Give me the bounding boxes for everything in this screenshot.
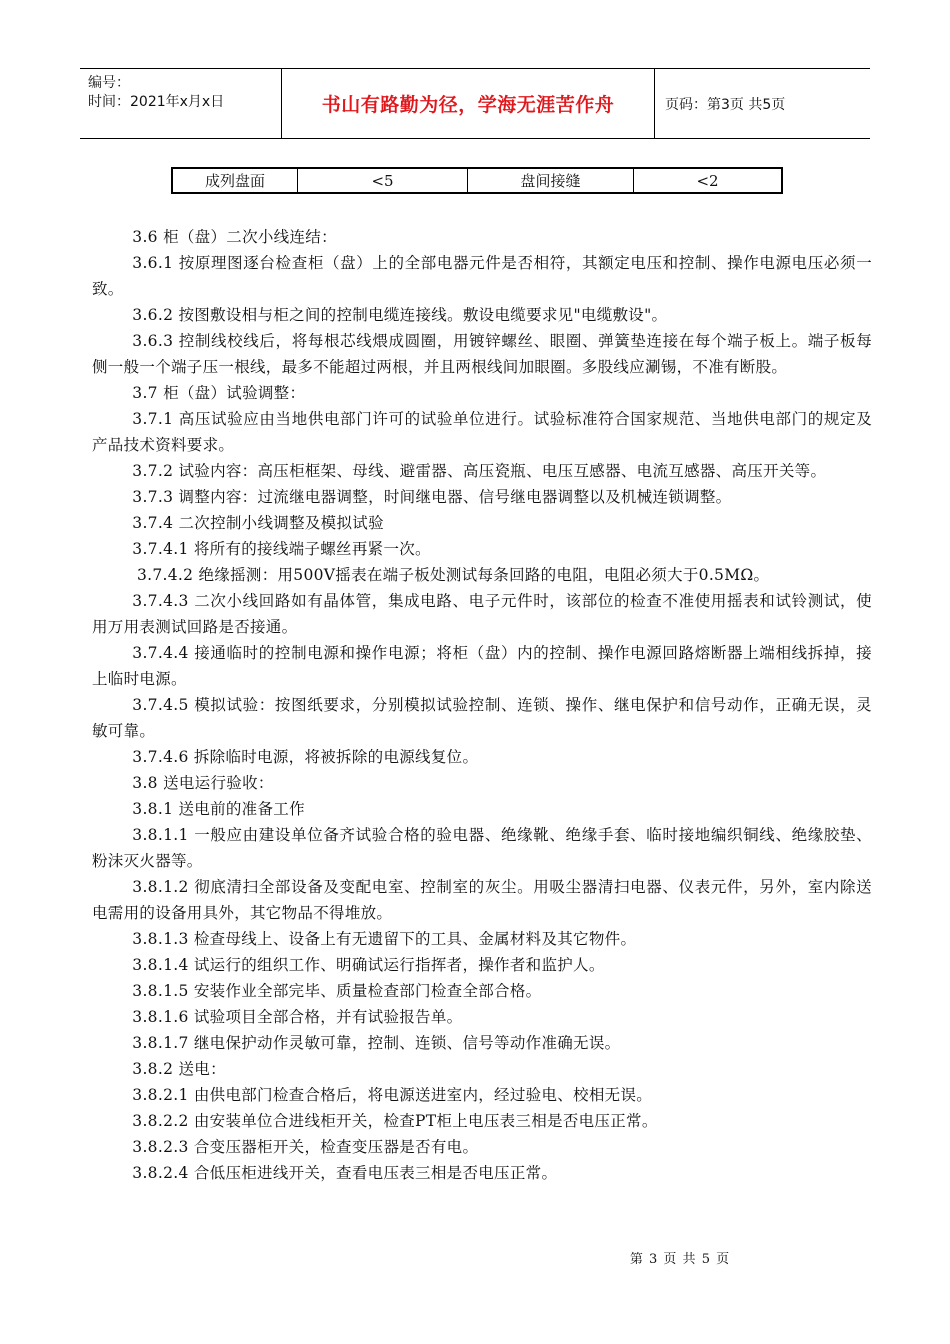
paragraph: 3.8.1 送电前的准备工作	[132, 800, 305, 818]
paragraph: 3.8.1.1 一般应由建设单位备齐试验合格的验电器、绝缘靴、绝缘手套、临时接地编织铜线、绝缘胶垫、粉沫灭火器等。	[92, 826, 872, 870]
paragraph: 3.6.2 按图敷设相与柜之间的控制电缆连接线。敷设电缆要求见"电缆敷设"。	[132, 306, 668, 324]
paragraph: 3.8.2 送电：	[132, 1060, 226, 1078]
paragraph: 3.8.2.1 由供电部门检查合格后，将电源送进室内，经过验电、校相无误。	[132, 1086, 653, 1104]
paragraph: 3.7.4.1 将所有的接线端子螺丝再紧一次。	[132, 540, 431, 558]
header-number: 编号：	[88, 75, 130, 91]
document-body	[92, 224, 872, 1186]
paragraph: 3.8.1.2 彻底清扫全部设备及变配电室、控制室的灰尘。用吸尘器清扫电器、仪表元件，另外，室内除送电需用的设备用具外，其它物品不得堆放。	[92, 878, 872, 922]
paragraph: 3.8.1.7 继电保护动作灵敏可靠，控制、连锁、信号等动作准确无误。	[132, 1034, 621, 1052]
header-meta	[80, 69, 282, 138]
paragraph: 3.8.2.3 合变压器柜开关，检查变压器是否有电。	[132, 1138, 479, 1156]
paragraph: 3.6.3 控制线校线后，将每根芯线煨成圆圈，用镀锌螺丝、眼圈、弹簧垫连接在每个端子板上。端子板每侧一般一个端子压一根线，最多不能超过两根，并且两根线间加眼圈。多股线应涮锡，不准有断股。	[92, 332, 872, 376]
paragraph: 3.7.3 调整内容：过流继电器调整，时间继电器、信号继电器调整以及机械连锁调整。	[132, 488, 732, 506]
paragraph: 3.7.4.5 模拟试验：按图纸要求，分别模拟试验控制、连锁、操作、继电保护和信号动作，正确无误，灵敏可靠。	[92, 696, 872, 740]
table-cell: <5	[298, 169, 468, 192]
table-cell: 盘间接缝	[468, 169, 634, 192]
paragraph: 3.7.1 高压试验应由当地供电部门许可的试验单位进行。试验标准符合国家规范、当地供电部门的规定及产品技术资料要求。	[92, 410, 872, 454]
paragraph: 3.8.2.4 合低压柜进线开关，查看电压表三相是否电压正常。	[132, 1164, 558, 1182]
page-header	[80, 68, 870, 139]
paragraph: 3.8.1.6 试验项目全部合格，并有试验报告单。	[132, 1008, 463, 1026]
paragraph: 3.7.4.2 绝缘摇测：用500V摇表在端子板处测试每条回路的电阻，电阻必须大于0.5MΩ。	[136, 566, 770, 584]
header-date: 时间：2021年x月x日	[88, 94, 225, 110]
paragraph: 3.7 柜（盘）试验调整：	[132, 384, 306, 402]
paragraph: 3.6.1 按原理图逐台检查柜（盘）上的全部电器元件是否相符，其额定电压和控制、操作电源电压必须一致。	[92, 254, 872, 298]
paragraph: 3.8.1.3 检查母线上、设备上有无遗留下的工具、金属材料及其它物件。	[132, 930, 637, 948]
page-footer: 第 3 页 共 5 页	[629, 1252, 731, 1267]
paragraph: 3.8.1.5 安装作业全部完毕、质量检查部门检查全部合格。	[132, 982, 542, 1000]
paragraph: 3.7.4.6 拆除临时电源，将被拆除的电源线复位。	[132, 748, 479, 766]
paragraph: 3.7.4.3 二次小线回路如有晶体管，集成电路、电子元件时，该部位的检查不准使用摇表和试铃测试，使用万用表测试回路是否接通。	[92, 592, 872, 636]
header-motto: 书山有路勤为径，学海无涯苦作舟	[282, 69, 655, 138]
header-page: 页码：第3页 共5页	[665, 96, 786, 113]
paragraph: 3.7.4.4 接通临时的控制电源和操作电源；将柜（盘）内的控制、操作电源回路熔断器上端相线拆掉，接上临时电源。	[92, 644, 872, 688]
paragraph: 3.7.4 二次控制小线调整及模拟试验	[132, 514, 384, 532]
table-cell: <2	[696, 171, 719, 190]
table-cell: 成列盘面	[173, 169, 298, 192]
paragraph: 3.8.1.4 试运行的组织工作、明确试运行指挥者，操作者和监护人。	[132, 956, 605, 974]
paragraph: 3.6 柜（盘）二次小线连结：	[132, 228, 337, 246]
paragraph: 3.8 送电运行验收：	[132, 774, 274, 792]
paragraph: 3.8.2.2 由安装单位合进线柜开关，检查PT柜上电压表三相是否电压正常。	[132, 1112, 658, 1130]
tolerance-table	[171, 167, 783, 194]
paragraph: 3.7.2 试验内容：高压柜框架、母线、避雷器、高压瓷瓶、电压互感器、电流互感器、高压开关等。	[132, 462, 827, 480]
